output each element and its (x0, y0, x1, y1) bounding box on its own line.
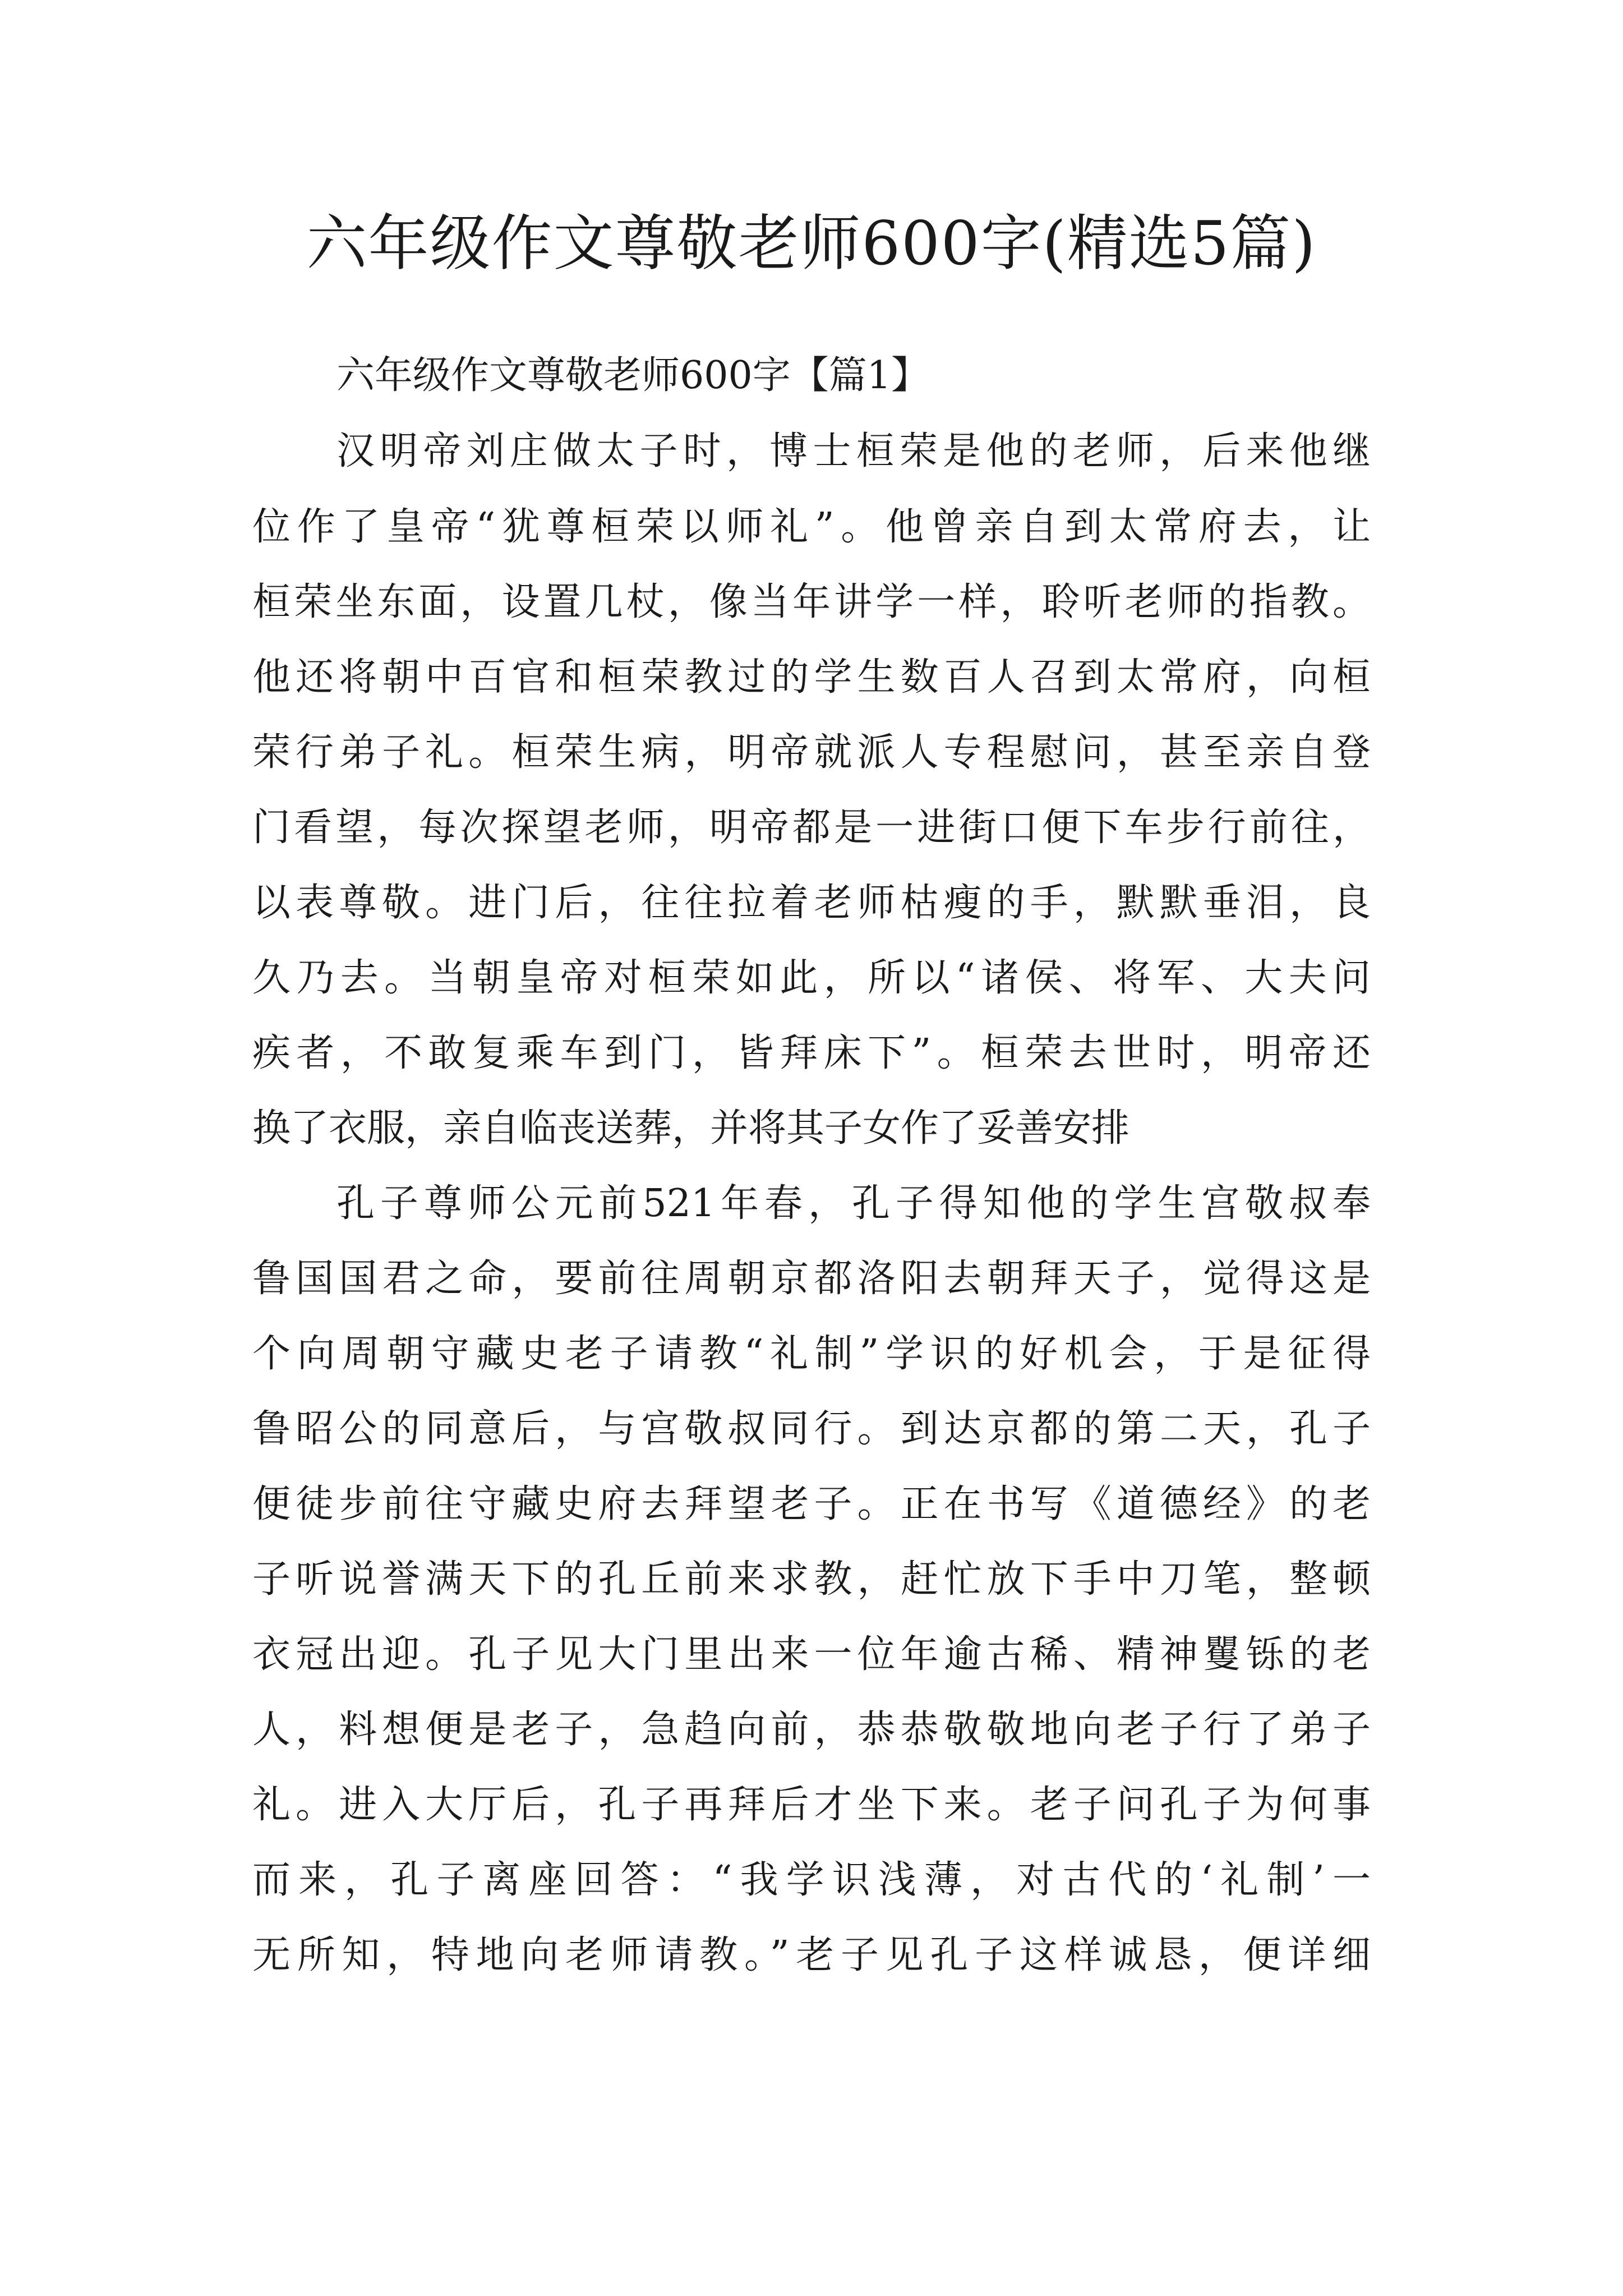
section-heading: 六年级作文尊敬老师600字【篇1】 (336, 353, 930, 398)
paragraph-line: 人，料想便是老子，急趋向前，恭恭敬敬地向老子行了弟子 (252, 1708, 1371, 1752)
paragraph-line: 鲁昭公的同意后，与宫敬叔同行。到达京都的第二天，孔子 (252, 1407, 1371, 1451)
paragraph-line: 而来，孔子离座回答：“我学识浅薄，对古代的‘礼制’一 (252, 1858, 1371, 1902)
paragraph-line: 礼。进入大厅后，孔子再拜后才坐下来。老子问孔子为何事 (252, 1783, 1371, 1827)
paragraph-line: 换了衣服，亲自临丧送葬，并将其子女作了妥善安排 (252, 1106, 1130, 1151)
paragraph-line: 疾者，不敢复乘车到门，皆拜床下”。桓荣去世时，明帝还 (252, 1031, 1371, 1075)
paragraph-line: 荣行弟子礼。桓荣生病，明帝就派人专程慰问，甚至亲自登 (252, 730, 1371, 775)
paragraph-line: 门看望，每次探望老师，明帝都是一进街口便下车步行前往， (252, 806, 1371, 850)
paragraph-line: 鲁国国君之命，要前往周朝京都洛阳去朝拜天子，觉得这是 (252, 1257, 1371, 1301)
paragraph-line: 子听说誉满天下的孔丘前来求教，赶忙放下手中刀笔，整顿 (252, 1557, 1371, 1602)
paragraph-line: 衣冠出迎。孔子见大门里出来一位年逾古稀、精神矍铄的老 (252, 1632, 1371, 1677)
paragraph-line: 久乃去。当朝皇帝对桓荣如此，所以“诸侯、将军、大夫问 (252, 956, 1371, 1000)
paragraph-line: 便徒步前往守藏史府去拜望老子。正在书写《道德经》的老 (252, 1482, 1371, 1526)
paragraph-line: 无所知，特地向老师请教。”老子见孔子这样诚恳，便详细 (252, 1933, 1371, 1977)
paragraph-line: 以表尊敬。进门后，往往拉着老师枯瘦的手，默默垂泪，良 (252, 881, 1371, 925)
paragraph-line: 个向周朝守藏史老子请教“礼制”学识的好机会，于是征得 (252, 1332, 1371, 1376)
paragraph-line: 汉明帝刘庄做太子时，博士桓荣是他的老师，后来他继 (336, 429, 1371, 473)
paragraph-line: 他还将朝中百官和桓荣教过的学生数百人召到太常府，向桓 (252, 655, 1371, 700)
document-title: 六年级作文尊敬老师600字(精选5篇) (306, 209, 1317, 279)
paragraph-line: 位作了皇帝“犹尊桓荣以师礼”。他曾亲自到太常府去，让 (252, 505, 1371, 549)
paragraph-line: 桓荣坐东面，设置几杖，像当年讲学一样，聆听老师的指教。 (252, 580, 1371, 624)
paragraph-line: 孔子尊师公元前521年春，孔子得知他的学生宫敬叔奉 (336, 1181, 1371, 1226)
